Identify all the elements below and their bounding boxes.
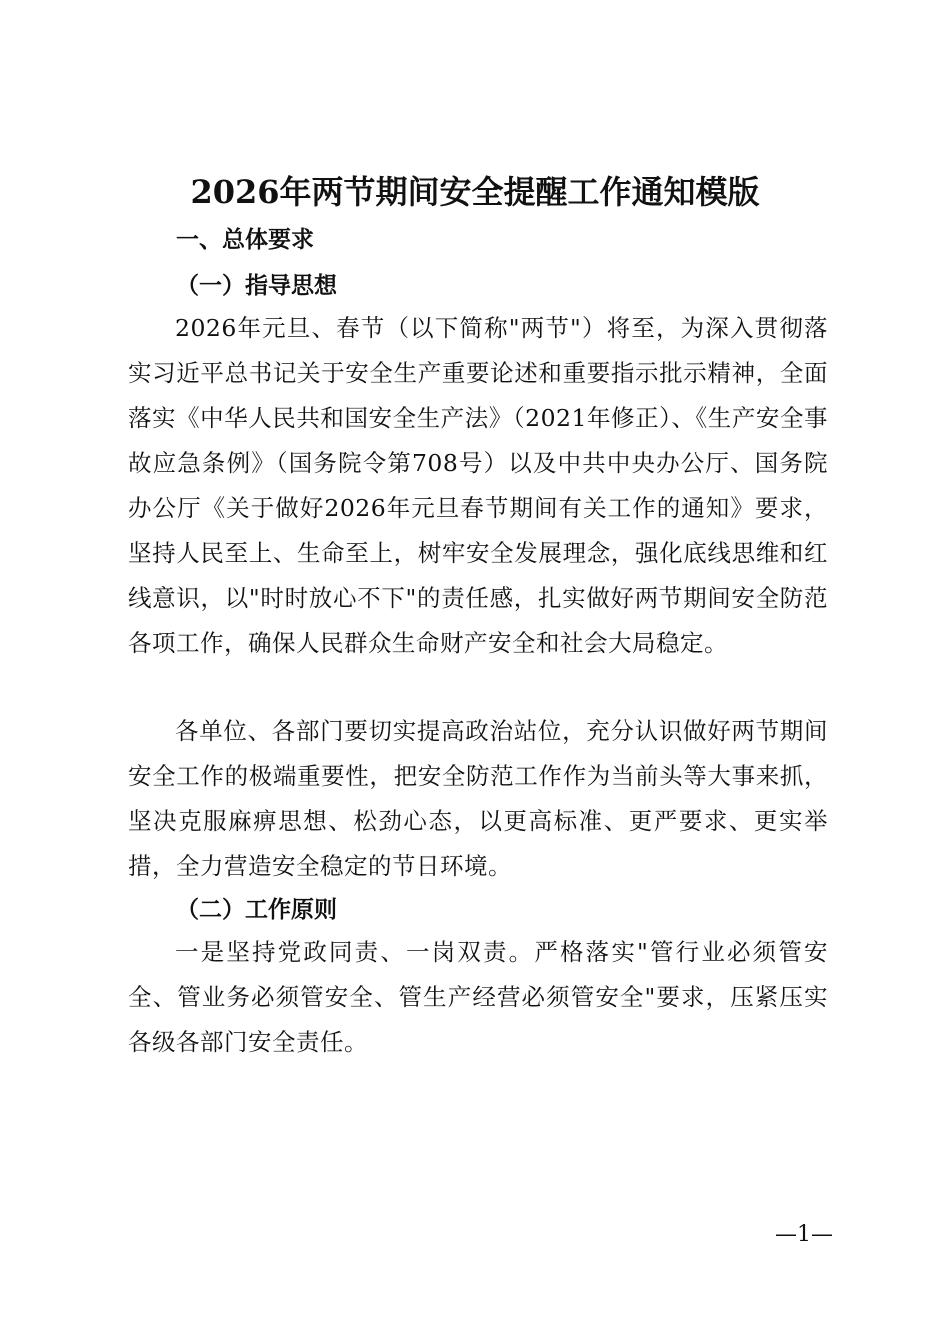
subsection-heading-guiding-ideology: （一）指导思想 xyxy=(176,273,337,299)
paragraph-principle-one: 一是坚持党政同责、一岗双责。严格落实"管行业必须管安全、管业务必须管安全、管生产经营必须管安全"要求，压紧压实各级各部门安全责任。 xyxy=(128,938,828,1056)
section-heading-overall-requirements: 一、总体要求 xyxy=(176,227,314,253)
subsection-heading-work-principles: （二）工作原则 xyxy=(176,897,337,923)
page-number: —1— xyxy=(775,1222,833,1247)
paragraph-political-standing: 各单位、各部门要切实提高政治站位，充分认识做好两节期间安全工作的极端重要性，把安全防范工作作为当前头等大事来抓，坚决克服麻痹思想、松劲心态，以更高标准、更严要求、更实举措，全力营造安全稳定的节日环境。 xyxy=(128,717,828,880)
document-title: 2026年两节期间安全提醒工作通知模版 xyxy=(190,173,760,211)
paragraph-guiding-ideology: 2026年元旦、春节（以下简称"两节"）将至，为深入贯彻落实习近平总书记关于安全生产重要论述和重要指示批示精神，全面落实《中华人民共和国安全生产法》（2021年修正）、《生产安全事故应急条例》（国务院令第708号）以及中共中央办公厅、国务院办公厅《关于做好2026年元旦春节期间有关工作的通知》要求，坚持人民至上、生命至上，树牢安全发展理念，强化底线思维和红线意识，以"时时放心不下"的责任感，扎实做好两节期间安全防范各项工作，确保人民群众生命财产安全和社会大局稳定。 xyxy=(128,314,828,657)
